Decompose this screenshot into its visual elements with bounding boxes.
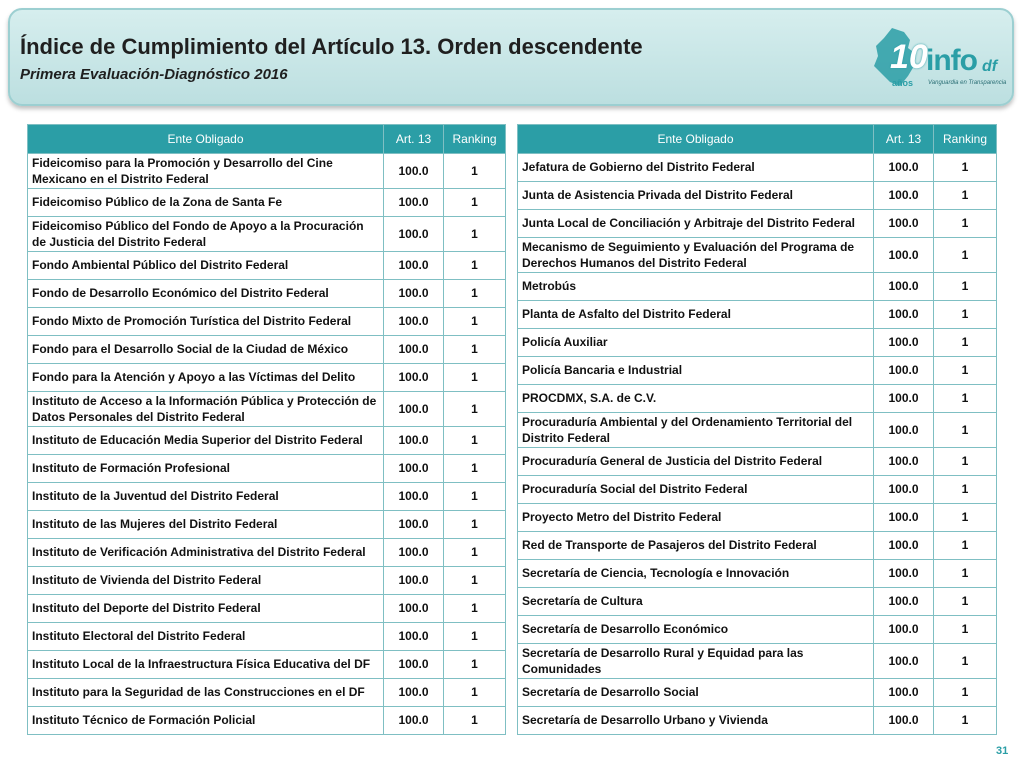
- score-cell: 100.0: [384, 364, 444, 392]
- entity-cell: Metrobús: [518, 273, 874, 301]
- rank-cell: 1: [444, 455, 506, 483]
- score-cell: 100.0: [384, 392, 444, 427]
- rank-cell: 1: [444, 483, 506, 511]
- score-cell: 100.0: [384, 280, 444, 308]
- table-row: [28, 595, 506, 623]
- entity-cell: Procuraduría Ambiental y del Ordenamiento Territorial del Distrito Federal: [518, 413, 874, 448]
- entity-cell: Fondo para la Atención y Apoyo a las Víctimas del Delito: [28, 364, 384, 392]
- entity-cell: Fideicomiso Público de la Zona de Santa Fe: [28, 189, 384, 217]
- column-header-rank: Ranking: [934, 125, 997, 154]
- score-cell: 100.0: [874, 560, 934, 588]
- rank-cell: 1: [444, 189, 506, 217]
- table-row: [518, 679, 997, 707]
- score-cell: 100.0: [874, 588, 934, 616]
- rank-cell: 1: [444, 280, 506, 308]
- rank-cell: 1: [934, 154, 997, 182]
- entity-cell: Junta de Asistencia Privada del Distrito Federal: [518, 182, 874, 210]
- table-row: [518, 385, 997, 413]
- entity-cell: Instituto de Educación Media Superior del Distrito Federal: [28, 427, 384, 455]
- score-cell: 100.0: [384, 189, 444, 217]
- table-row: [28, 511, 506, 539]
- entity-cell: Instituto de Acceso a la Información Pública y Protección de Datos Personales del Distrito Federal: [28, 392, 384, 427]
- table-row: [28, 679, 506, 707]
- rank-cell: 1: [444, 707, 506, 735]
- rank-cell: 1: [444, 651, 506, 679]
- table-row: [518, 560, 997, 588]
- table-row: [28, 651, 506, 679]
- table-row: [28, 707, 506, 735]
- table-row: [518, 588, 997, 616]
- score-cell: 100.0: [874, 357, 934, 385]
- table-row: [518, 616, 997, 644]
- score-cell: 100.0: [874, 210, 934, 238]
- rank-cell: 1: [934, 182, 997, 210]
- table-row: [518, 707, 997, 735]
- entity-cell: Instituto Local de la Infraestructura Física Educativa del DF: [28, 651, 384, 679]
- rank-cell: 1: [934, 616, 997, 644]
- column-header-score: Art. 13: [384, 125, 444, 154]
- table-row: [518, 532, 997, 560]
- score-cell: 100.0: [874, 504, 934, 532]
- entity-cell: Secretaría de Desarrollo Económico: [518, 616, 874, 644]
- entity-cell: Fideicomiso para la Promoción y Desarrollo del Cine Mexicano en el Distrito Federal: [28, 154, 384, 189]
- rank-cell: 1: [934, 413, 997, 448]
- entity-cell: Fondo Ambiental Público del Distrito Federal: [28, 252, 384, 280]
- page-number: 31: [996, 745, 1009, 757]
- logo-number: 10: [890, 38, 928, 76]
- entity-cell: Instituto de la Juventud del Distrito Federal: [28, 483, 384, 511]
- table-row: [518, 357, 997, 385]
- entity-cell: Instituto Electoral del Distrito Federal: [28, 623, 384, 651]
- entity-cell: Procuraduría Social del Distrito Federal: [518, 476, 874, 504]
- entity-cell: Red de Transporte de Pasajeros del Distrito Federal: [518, 532, 874, 560]
- score-cell: 100.0: [384, 707, 444, 735]
- score-cell: 100.0: [384, 651, 444, 679]
- page-subtitle: Primera Evaluación-Diagnóstico 2016: [20, 66, 288, 83]
- table-row: [518, 301, 997, 329]
- logo-brand: info: [926, 44, 977, 77]
- table-row: [28, 364, 506, 392]
- table-row: [518, 644, 997, 679]
- table-row: [28, 427, 506, 455]
- score-cell: 100.0: [874, 644, 934, 679]
- score-cell: 100.0: [874, 154, 934, 182]
- ranking-table-right: [517, 124, 997, 735]
- score-cell: 100.0: [874, 413, 934, 448]
- score-cell: 100.0: [874, 476, 934, 504]
- table-row: [518, 504, 997, 532]
- entity-cell: Fondo de Desarrollo Económico del Distrito Federal: [28, 280, 384, 308]
- logo-years: años: [892, 78, 914, 88]
- column-header-entity: Ente Obligado: [28, 125, 384, 154]
- rank-cell: 1: [934, 588, 997, 616]
- score-cell: 100.0: [384, 595, 444, 623]
- rank-cell: 1: [934, 357, 997, 385]
- score-cell: 100.0: [384, 308, 444, 336]
- score-cell: 100.0: [384, 567, 444, 595]
- rank-cell: 1: [934, 301, 997, 329]
- rank-cell: 1: [444, 252, 506, 280]
- rank-cell: 1: [444, 364, 506, 392]
- table-row: [518, 210, 997, 238]
- entity-cell: Fondo para el Desarrollo Social de la Ciudad de México: [28, 336, 384, 364]
- score-cell: 100.0: [384, 154, 444, 189]
- table-row: [518, 413, 997, 448]
- table-row: [28, 189, 506, 217]
- entity-cell: Fondo Mixto de Promoción Turística del Distrito Federal: [28, 308, 384, 336]
- rank-cell: 1: [934, 273, 997, 301]
- score-cell: 100.0: [384, 217, 444, 252]
- rank-cell: 1: [444, 539, 506, 567]
- rank-cell: 1: [934, 504, 997, 532]
- rank-cell: 1: [444, 217, 506, 252]
- entity-cell: Secretaría de Desarrollo Rural y Equidad para las Comunidades: [518, 644, 874, 679]
- page-title: Índice de Cumplimiento del Artículo 13. Orden descendente: [20, 34, 643, 59]
- table-row: [28, 539, 506, 567]
- entity-cell: Secretaría de Desarrollo Urbano y Vivienda: [518, 707, 874, 735]
- entity-cell: Instituto del Deporte del Distrito Federal: [28, 595, 384, 623]
- table-row: [518, 273, 997, 301]
- table-row: [518, 182, 997, 210]
- score-cell: 100.0: [874, 532, 934, 560]
- table-row: [518, 154, 997, 182]
- logo-tagline: Vanguardia en Transparencia: [928, 80, 1007, 86]
- rank-cell: 1: [444, 679, 506, 707]
- entity-cell: Secretaría de Desarrollo Social: [518, 679, 874, 707]
- rank-cell: 1: [444, 595, 506, 623]
- rank-cell: 1: [934, 329, 997, 357]
- rank-cell: 1: [934, 707, 997, 735]
- score-cell: 100.0: [874, 329, 934, 357]
- table-row: [28, 217, 506, 252]
- rank-cell: 1: [444, 336, 506, 364]
- table-row: [28, 280, 506, 308]
- rank-cell: 1: [444, 623, 506, 651]
- column-header-score: Art. 13: [874, 125, 934, 154]
- infodf-logo: [870, 24, 1010, 96]
- score-cell: 100.0: [874, 385, 934, 413]
- entity-cell: Procuraduría General de Justicia del Distrito Federal: [518, 448, 874, 476]
- rank-cell: 1: [934, 210, 997, 238]
- entity-cell: Proyecto Metro del Distrito Federal: [518, 504, 874, 532]
- score-cell: 100.0: [384, 539, 444, 567]
- table-row: [518, 448, 997, 476]
- logo-brand-suffix: df: [982, 58, 998, 75]
- rank-cell: 1: [934, 679, 997, 707]
- table-row: [518, 329, 997, 357]
- entity-cell: Secretaría de Cultura: [518, 588, 874, 616]
- rank-cell: 1: [934, 385, 997, 413]
- score-cell: 100.0: [874, 238, 934, 273]
- entity-cell: Instituto de Formación Profesional: [28, 455, 384, 483]
- entity-cell: Instituto para la Seguridad de las Construcciones en el DF: [28, 679, 384, 707]
- entity-cell: Secretaría de Ciencia, Tecnología e Innovación: [518, 560, 874, 588]
- entity-cell: Instituto Técnico de Formación Policial: [28, 707, 384, 735]
- rank-cell: 1: [934, 448, 997, 476]
- entity-cell: Instituto de Verificación Administrativa del Distrito Federal: [28, 539, 384, 567]
- score-cell: 100.0: [874, 273, 934, 301]
- entity-cell: Mecanismo de Seguimiento y Evaluación del Programa de Derechos Humanos del Distrito Federal: [518, 238, 874, 273]
- column-header-rank: Ranking: [444, 125, 506, 154]
- table-header-row: [28, 125, 506, 154]
- table-row: [28, 567, 506, 595]
- entity-cell: Policía Bancaria e Industrial: [518, 357, 874, 385]
- entity-cell: Jefatura de Gobierno del Distrito Federal: [518, 154, 874, 182]
- score-cell: 100.0: [384, 483, 444, 511]
- rank-cell: 1: [444, 154, 506, 189]
- rank-cell: 1: [934, 560, 997, 588]
- score-cell: 100.0: [384, 679, 444, 707]
- rank-cell: 1: [934, 644, 997, 679]
- score-cell: 100.0: [874, 448, 934, 476]
- score-cell: 100.0: [874, 679, 934, 707]
- entity-cell: Policía Auxiliar: [518, 329, 874, 357]
- table-header-row: [518, 125, 997, 154]
- table-row: [28, 308, 506, 336]
- entity-cell: Instituto de Vivienda del Distrito Federal: [28, 567, 384, 595]
- entity-cell: Fideicomiso Público del Fondo de Apoyo a la Procuración de Justicia del Distrito Federal: [28, 217, 384, 252]
- score-cell: 100.0: [384, 455, 444, 483]
- table-row: [28, 154, 506, 189]
- entity-cell: Instituto de las Mujeres del Distrito Federal: [28, 511, 384, 539]
- rank-cell: 1: [444, 511, 506, 539]
- entity-cell: Junta Local de Conciliación y Arbitraje del Distrito Federal: [518, 210, 874, 238]
- table-row: [28, 392, 506, 427]
- table-row: [28, 252, 506, 280]
- table-row: [28, 483, 506, 511]
- rank-cell: 1: [444, 567, 506, 595]
- score-cell: 100.0: [874, 616, 934, 644]
- score-cell: 100.0: [384, 336, 444, 364]
- rank-cell: 1: [934, 476, 997, 504]
- table-row: [28, 455, 506, 483]
- score-cell: 100.0: [384, 511, 444, 539]
- entity-cell: PROCDMX, S.A. de C.V.: [518, 385, 874, 413]
- rank-cell: 1: [444, 392, 506, 427]
- score-cell: 100.0: [384, 252, 444, 280]
- table-row: [518, 476, 997, 504]
- rank-cell: 1: [934, 238, 997, 273]
- score-cell: 100.0: [384, 623, 444, 651]
- score-cell: 100.0: [874, 301, 934, 329]
- score-cell: 100.0: [874, 182, 934, 210]
- score-cell: 100.0: [384, 427, 444, 455]
- table-row: [518, 238, 997, 273]
- rank-cell: 1: [934, 532, 997, 560]
- ranking-table-left: [27, 124, 506, 735]
- rank-cell: 1: [444, 308, 506, 336]
- table-row: [28, 336, 506, 364]
- rank-cell: 1: [444, 427, 506, 455]
- table-row: [28, 623, 506, 651]
- entity-cell: Planta de Asfalto del Distrito Federal: [518, 301, 874, 329]
- column-header-entity: Ente Obligado: [518, 125, 874, 154]
- score-cell: 100.0: [874, 707, 934, 735]
